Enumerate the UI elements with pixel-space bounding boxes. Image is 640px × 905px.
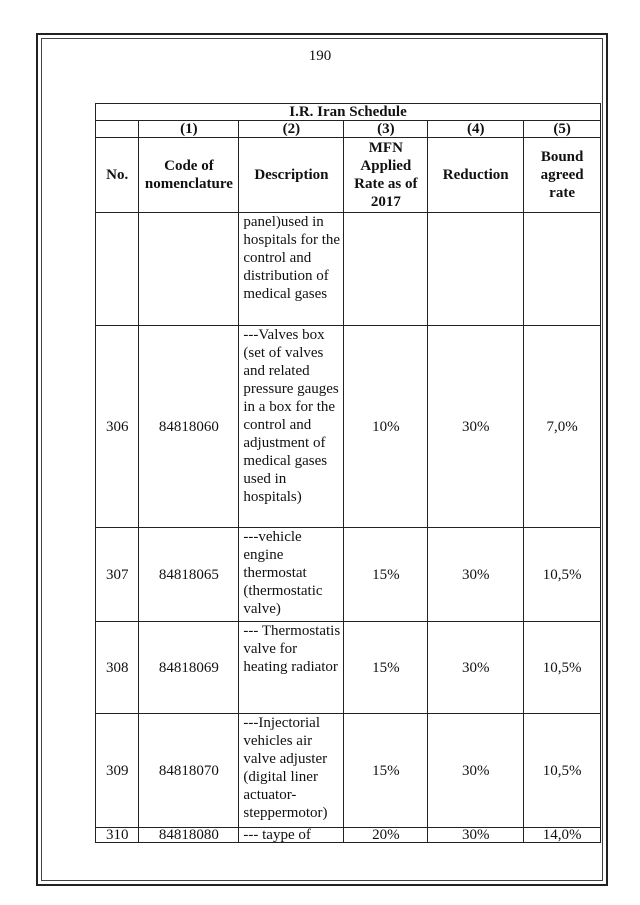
cell-bound: 14,0% xyxy=(524,828,601,843)
table-row xyxy=(96,213,601,326)
cell-bound: 10,5% xyxy=(524,622,601,714)
table-row xyxy=(96,326,601,528)
cell-code: 84818069 xyxy=(139,622,239,714)
cell-no: 307 xyxy=(96,528,139,622)
cell-reduction: 30% xyxy=(428,828,524,843)
column-number: (4) xyxy=(428,121,524,138)
table-row xyxy=(96,622,601,714)
column-number-blank xyxy=(96,121,139,138)
cell-reduction: 30% xyxy=(428,622,524,714)
header-reduction: Reduction xyxy=(428,138,524,213)
cell-bound: 10,5% xyxy=(524,528,601,622)
cell-mfn: 15% xyxy=(344,622,428,714)
cell-no: 306 xyxy=(96,326,139,528)
header-mfn-rate: MFN Applied Rate as of 2017 xyxy=(344,138,428,213)
cell-reduction: 30% xyxy=(428,326,524,528)
cell-code xyxy=(139,213,239,326)
cell-no: 308 xyxy=(96,622,139,714)
column-number: (1) xyxy=(139,121,239,138)
cell-description: --- taype of xyxy=(239,828,344,843)
cell-reduction xyxy=(428,213,524,326)
cell-no: 310 xyxy=(96,828,139,843)
cell-description: panel)used in hospitals for the control and distribution of medical gases xyxy=(239,213,344,326)
cell-code: 84818070 xyxy=(139,714,239,828)
header-code: Code of nomenclature xyxy=(139,138,239,213)
column-number: (3) xyxy=(344,121,428,138)
cell-mfn: 20% xyxy=(344,828,428,843)
cell-no: 309 xyxy=(96,714,139,828)
cell-bound: 7,0% xyxy=(524,326,601,528)
table-row xyxy=(96,528,601,622)
header-bound-rate: Bound agreed rate xyxy=(524,138,601,213)
table-row xyxy=(96,828,601,843)
cell-bound: 10,5% xyxy=(524,714,601,828)
column-number: (5) xyxy=(524,121,601,138)
cell-bound xyxy=(524,213,601,326)
cell-reduction: 30% xyxy=(428,528,524,622)
schedule-title: I.R. Iran Schedule xyxy=(96,104,601,121)
cell-code: 84818060 xyxy=(139,326,239,528)
page-number: 190 xyxy=(308,48,332,64)
cell-description: --- Thermostatis valve for heating radiator xyxy=(239,622,344,714)
cell-code: 84818080 xyxy=(139,828,239,843)
cell-mfn xyxy=(344,213,428,326)
cell-reduction: 30% xyxy=(428,714,524,828)
column-number: (2) xyxy=(239,121,344,138)
table-row xyxy=(96,714,601,828)
cell-description: ---Injectorial vehicles air valve adjuster (digital liner actuator-steppermotor) xyxy=(239,714,344,828)
header-description: Description xyxy=(239,138,344,213)
cell-description: ---Valves box (set of valves and related pressure gauges in a box for the control and adjustment of medical gases used in hospitals) xyxy=(239,326,344,528)
cell-code: 84818065 xyxy=(139,528,239,622)
schedule-table xyxy=(95,103,601,843)
cell-description: ---vehicle engine thermostat (thermostatic valve) xyxy=(239,528,344,622)
cell-mfn: 10% xyxy=(344,326,428,528)
cell-mfn: 15% xyxy=(344,528,428,622)
cell-mfn: 15% xyxy=(344,714,428,828)
cell-no xyxy=(96,213,139,326)
header-no: No. xyxy=(96,138,139,213)
